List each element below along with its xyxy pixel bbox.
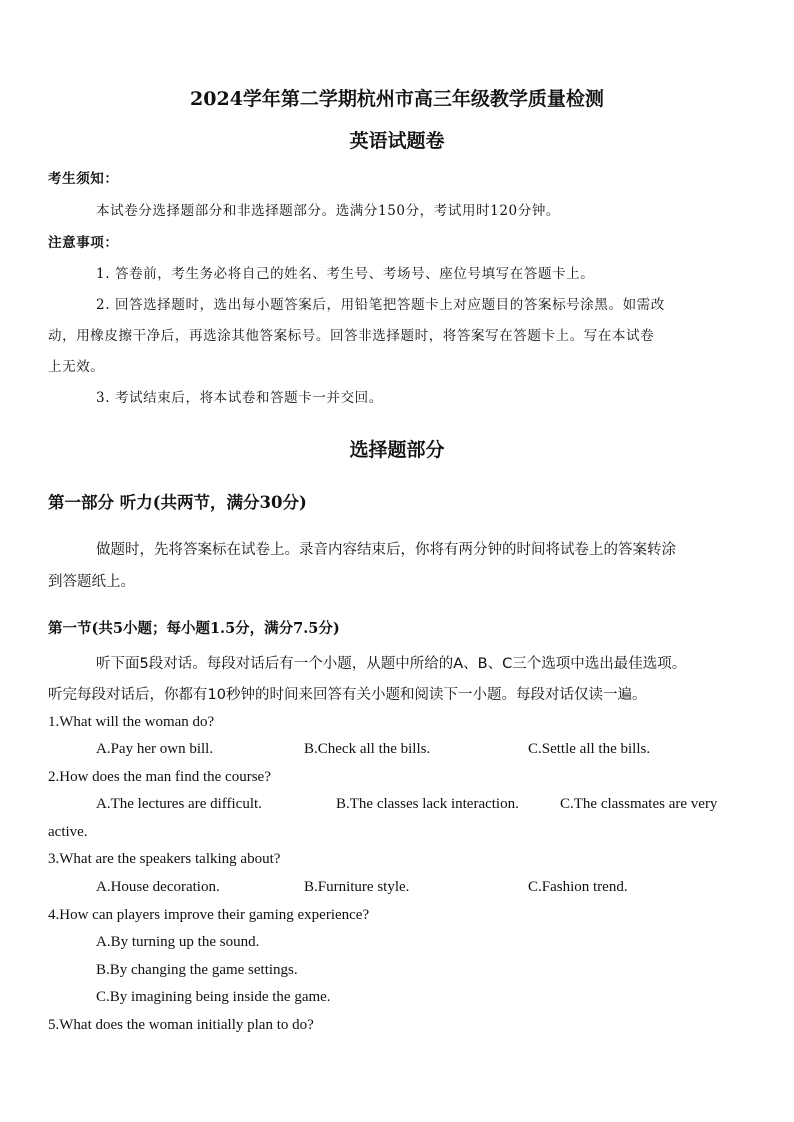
exam-title: 2024学年第二学期杭州市高三年级教学质量检测 (190, 88, 604, 110)
attention-item-1: 1. 答卷前，考生务必将自己的姓名、考生号、考场号、座位号填写在答题卡上。 (96, 266, 595, 282)
part1-heading: 第一部分 听力(共两节，满分30分) (48, 493, 307, 512)
section1-heading: 第一节(共5小题；每小题1.5分，满分7.5分) (48, 620, 340, 637)
attention-heading: 注意事项： (48, 235, 119, 251)
question-2-stem: 2.How does the man find the course? (48, 769, 271, 785)
section1-instruction-line-2: 听完每段对话后，你都有10秒钟的时间来回答有关小题和阅读下一小题。每段对话仅读一遍。 (48, 687, 647, 703)
part1-instruction-line-2: 到答题纸上。 (48, 574, 135, 590)
part1-instruction-line-1: 做题时，先将答案标在试卷上。录音内容结束后，你将有两分钟的时间将试卷上的答案转涂 (96, 542, 676, 558)
attention-item-2-line-1: 2. 回答选择题时，选出每小题答案后，用铅笔把答题卡上对应题目的答案标号涂黑。如需改 (96, 297, 665, 313)
question-3-stem: 3.What are the speakers talking about? (48, 851, 281, 867)
question-4-option-c: C.By imagining being inside the game. (96, 989, 331, 1005)
question-5-stem: 5.What does the woman initially plan to do? (48, 1017, 314, 1033)
attention-item-2-line-2: 动，用橡皮擦干净后，再选涂其他答案标号。回答非选择题时，将答案写在答题卡上。写在本试卷 (48, 328, 655, 344)
question-2-option-c-continued: active. (48, 824, 88, 840)
question-2-option-b: B.The classes lack interaction. (336, 796, 519, 812)
attention-item-3: 3. 考试结束后，将本试卷和答题卡一并交回。 (96, 390, 383, 406)
question-3-option-a: A.House decoration. (96, 879, 220, 895)
question-1-option-c: C.Settle all the bills. (528, 741, 651, 757)
section-title: 选择题部分 (349, 439, 445, 461)
question-3-option-c: C.Fashion trend. (528, 879, 628, 895)
question-1-stem: 1.What will the woman do? (48, 714, 215, 730)
question-4-stem: 4.How can players improve their gaming experience? (48, 907, 370, 923)
exam-subtitle: 英语试题卷 (349, 130, 445, 152)
notice-text: 本试卷分选择题部分和非选择题部分。选满分150分，考试用时120分钟。 (96, 203, 561, 219)
question-1-option-a: A.Pay her own bill. (96, 741, 214, 757)
attention-item-2-line-3: 上无效。 (48, 359, 105, 375)
notice-heading: 考生须知： (48, 171, 119, 187)
question-2-option-a: A.The lectures are difficult. (96, 796, 262, 812)
question-4-option-a: A.By turning up the sound. (96, 934, 260, 950)
question-4-option-b: B.By changing the game settings. (96, 962, 298, 978)
question-1-option-b: B.Check all the bills. (304, 741, 431, 757)
question-2-option-c: C.The classmates are very (560, 796, 718, 812)
question-3-option-b: B.Furniture style. (304, 879, 410, 895)
section1-instruction-line-1: 听下面5段对话。每段对话后有一个小题，从题中所给的A、B、C三个选项中选出最佳选项。 (96, 656, 687, 672)
